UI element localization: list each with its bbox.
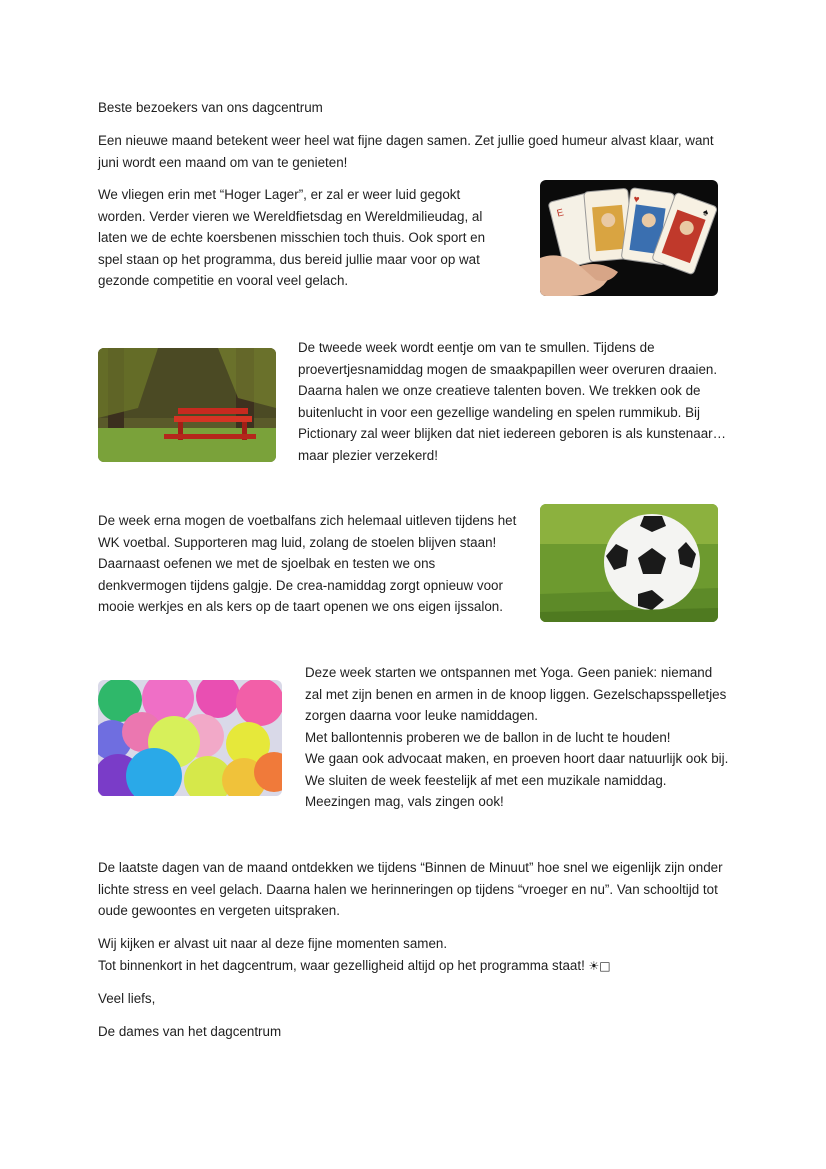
svg-text:E: E [555, 207, 565, 220]
week1-paragraph: We vliegen erin met “Hoger Lager”, er zal er weer luid gegokt worden. Verder vieren we Wereldfietsdag en Wereldmilieudag, al laten we de echte koersbenen misschien toch thuis. Ook sport en spel staan op het programma, dus bereid jullie maar voor op wat gezonde competitie en vooral veel gelach. [98, 187, 486, 288]
intro-paragraph: Een nieuwe maand betekent weer heel wat fijne dagen samen. Zet jullie goed humeur alvast klaar, want juni wordt een maand om van te genieten! [98, 133, 714, 170]
red-bench-image [98, 348, 276, 462]
sun-icon: ☀□ [588, 958, 611, 973]
svg-text:♥: ♥ [632, 194, 641, 206]
playing-cards-image [540, 180, 718, 296]
last-days-paragraph: De laatste dagen van de maand ontdekken we tijdens “Binnen de Minuut” hoe snel we eigenlijk zijn onder lichte stress en veel gelach. Daarna halen we herinneringen op tijdens “vroeger en nu”. Van schooltijd tot oude gewoontes en vergeten uitspraken. [98, 860, 723, 918]
closing-line-2 [98, 955, 738, 978]
week3-paragraph: De week erna mogen de voetbalfans zich helemaal uitleven tijdens het WK voetbal. Supporteren mag luid, zolang de stoelen blijven staan! Daarnaast oefenen we met de sjoelbak en testen we ons denkvermogen tijdens galgje. De crea-namiddag zorgt opnieuw voor mooie werkjes en als kers op de taart openen we ons eigen ijssalon. [98, 513, 517, 614]
signature: De dames van het dagcentrum [98, 1024, 282, 1039]
week2-paragraph: De tweede week wordt eentje om van te smullen. Tijdens de proevertjesnamiddag mogen de smaakpapillen weer overuren draaien. Daarna halen we onze creatieve talenten boven. We trekken ook de buitenlucht in voor een gezellige wandeling en spelen rummikub. Bij Pictionary zal weer blijken dat niet iedereen geboren is als kunstenaar… maar plezier verzekerd! [298, 340, 726, 463]
closing-line-2-text: Tot binnenkort in het dagcentrum, waar gezelligheid altijd op het programma staat! [98, 957, 585, 973]
football-image [540, 504, 718, 622]
closing-line-1: Wij kijken er alvast uit naar al deze fijne momenten samen. [98, 936, 448, 951]
week4-line-3: We gaan ook advocaat maken, en proeven hoort daar natuurlijk ook bij. We sluiten de week feestelijk af met een muzikale namiddag. Meezingen mag, vals zingen ook! [305, 751, 729, 809]
svg-text:♠: ♠ [701, 206, 711, 220]
closing-paragraph [98, 933, 738, 977]
greeting: Beste bezoekers van ons dagcentrum [98, 100, 323, 115]
balloons-image [98, 680, 282, 796]
sign-off: Veel liefs, [98, 991, 156, 1006]
week4-line-2: Met ballontennis proberen we de ballon in de lucht te houden! [305, 729, 671, 745]
week4-line-1: Deze week starten we ontspannen met Yoga. Geen paniek: niemand zal met zijn benen en armen in de knoop liggen. Gezelschapsspelletjes zorgen daarna voor leuke namiddagen. [305, 665, 727, 723]
week4-paragraph [305, 662, 729, 813]
